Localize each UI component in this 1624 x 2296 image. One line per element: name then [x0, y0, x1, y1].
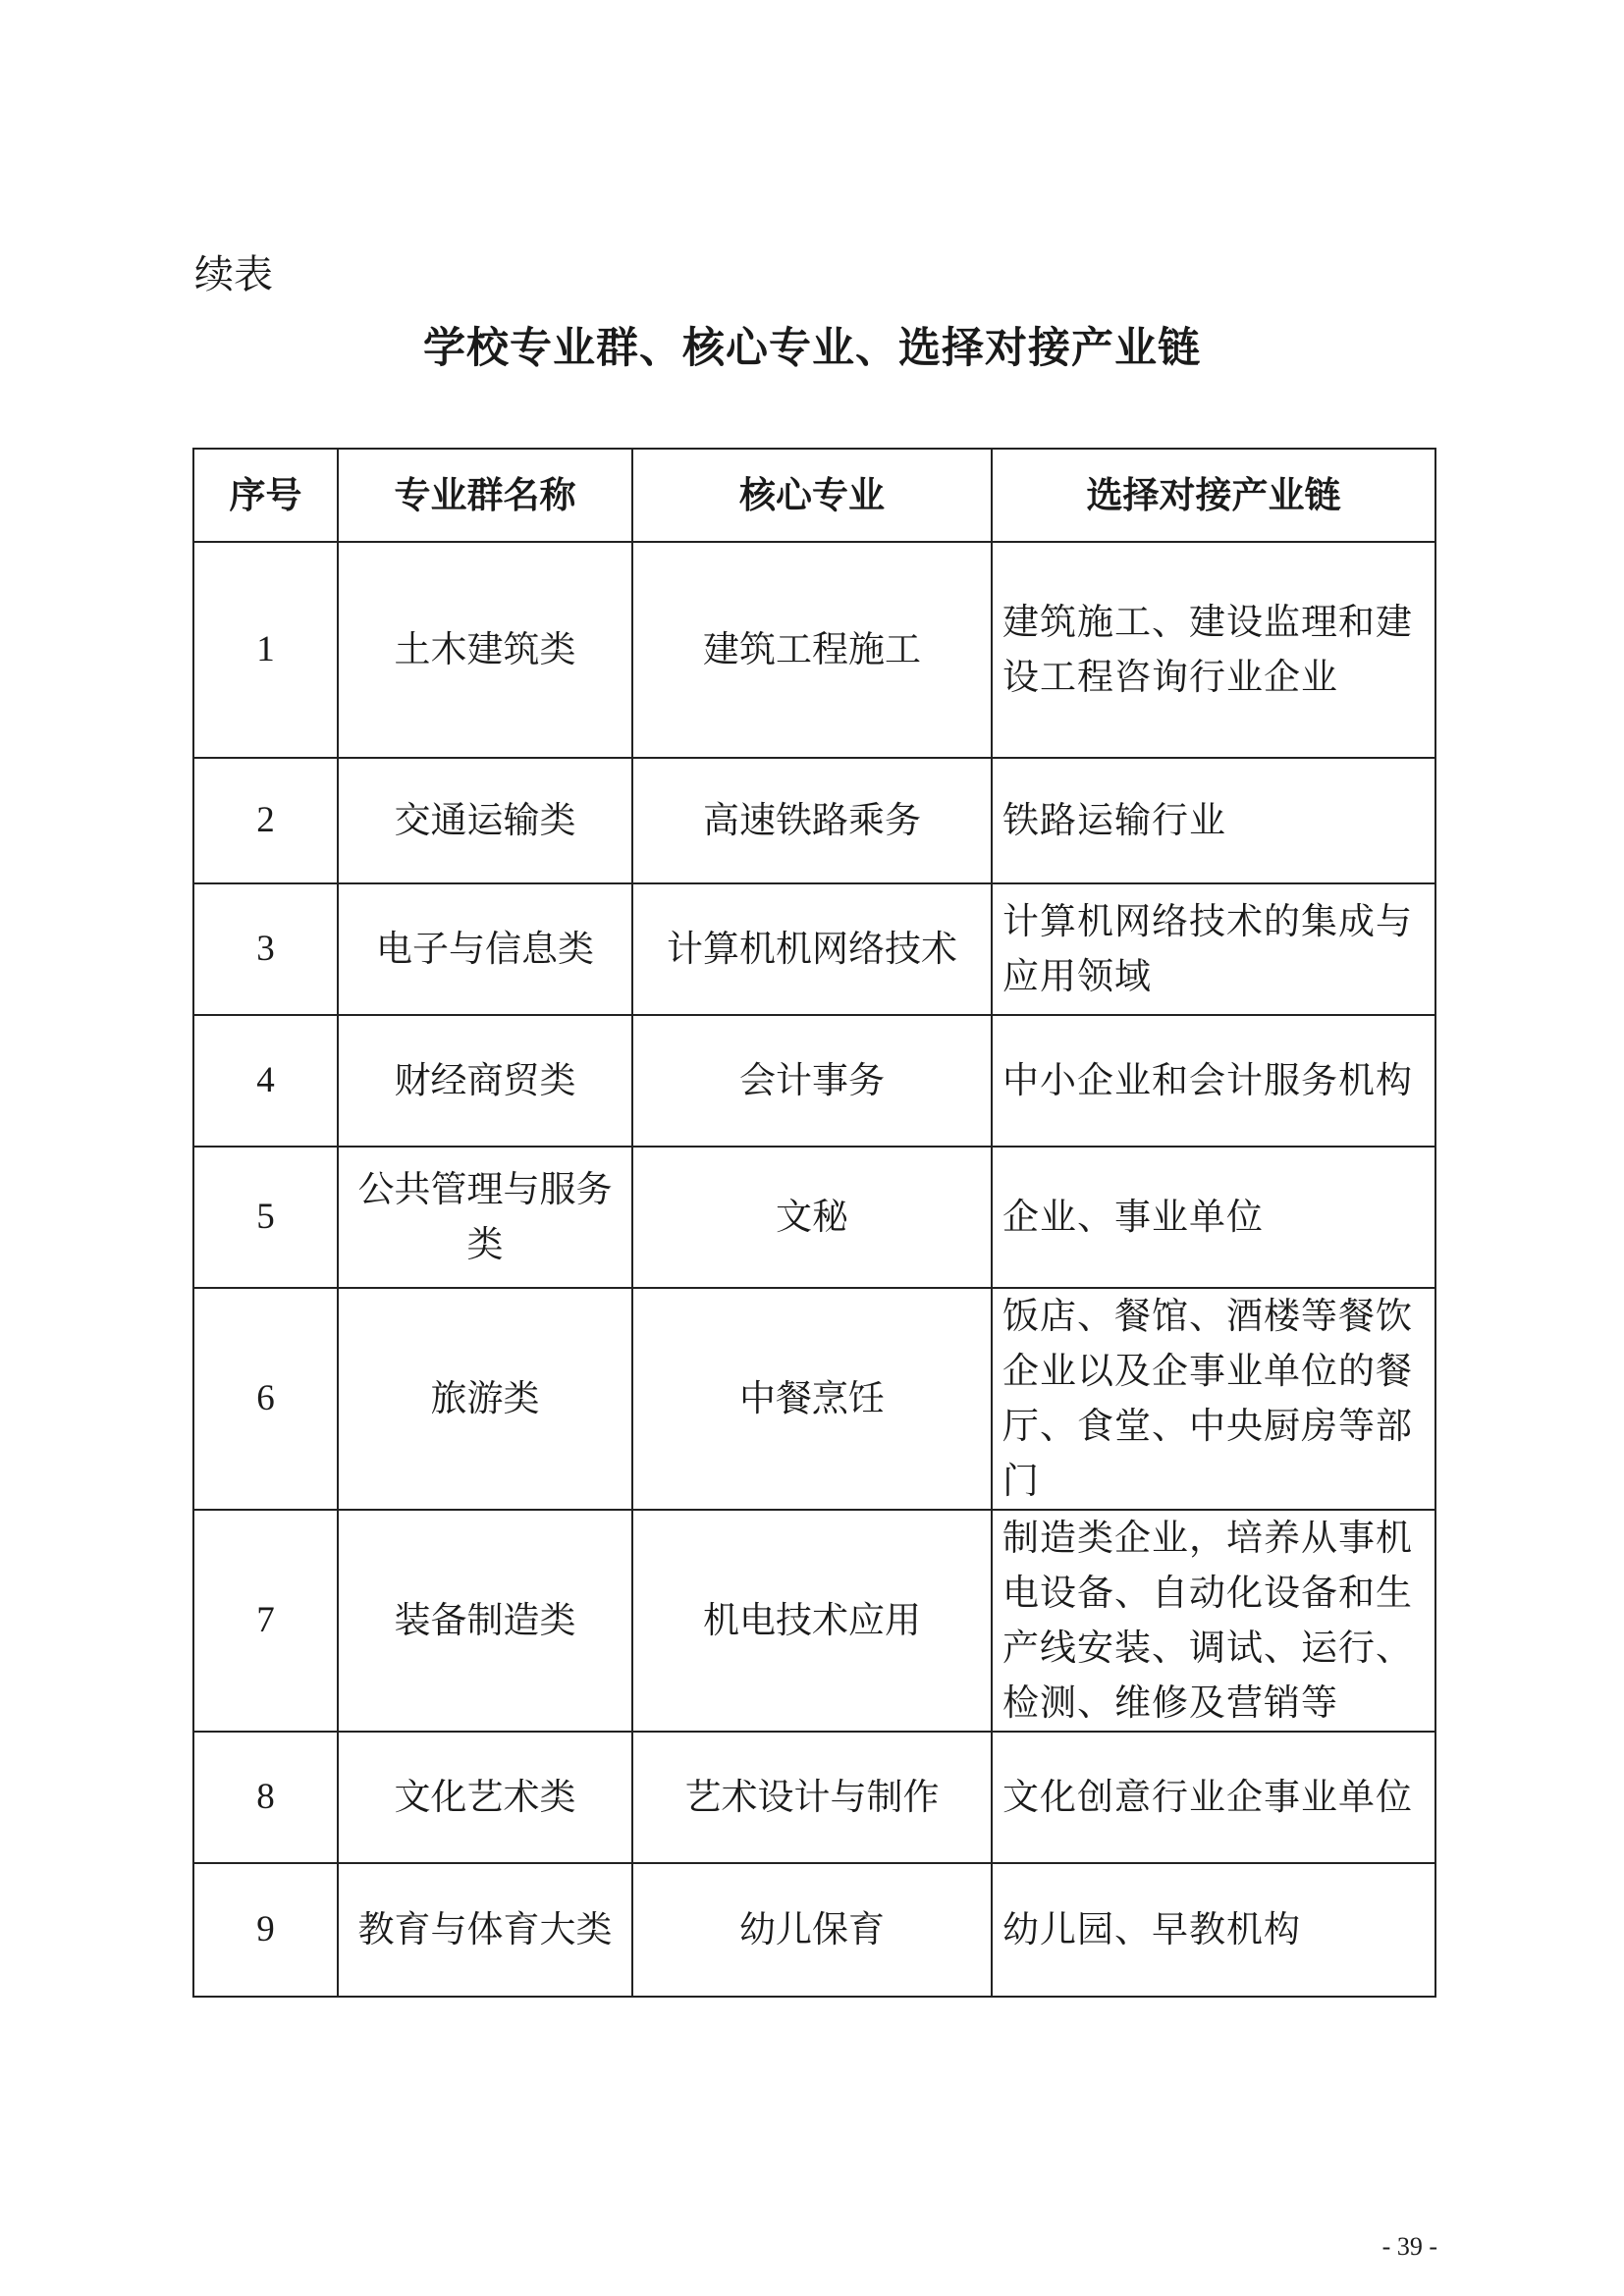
row-no: 3 [193, 883, 338, 1015]
row-no: 8 [193, 1732, 338, 1863]
continued-label: 续表 [194, 252, 273, 297]
row-chain: 制造类企业，培养从事机电设备、自动化设备和生产线安装、调试、运行、检测、维修及营销等 [992, 1510, 1435, 1732]
row-chain: 企业、事业单位 [992, 1147, 1435, 1288]
row-no: 7 [193, 1510, 338, 1732]
row-no: 9 [193, 1863, 338, 1997]
header-no: 序号 [193, 449, 338, 542]
row-no: 6 [193, 1288, 338, 1510]
row-chain: 铁路运输行业 [992, 758, 1435, 883]
row-major: 计算机机网络技术 [632, 883, 992, 1015]
row-group: 土木建筑类 [338, 542, 632, 758]
table-row [193, 1288, 1435, 1510]
header-chain: 选择对接产业链 [992, 449, 1435, 542]
table-row [193, 1863, 1435, 1997]
row-major: 中餐烹饪 [632, 1288, 992, 1510]
row-group: 财经商贸类 [338, 1015, 632, 1147]
row-major: 艺术设计与制作 [632, 1732, 992, 1863]
row-chain: 幼儿园、早教机构 [992, 1863, 1435, 1997]
row-major: 高速铁路乘务 [632, 758, 992, 883]
table-row [193, 1732, 1435, 1863]
row-major: 幼儿保育 [632, 1863, 992, 1997]
table-title: 学校专业群、核心专业、选择对接产业链 [423, 324, 1201, 373]
row-major: 机电技术应用 [632, 1510, 992, 1732]
row-group: 教育与体育大类 [338, 1863, 632, 1997]
row-chain: 文化创意行业企事业单位 [992, 1732, 1435, 1863]
table-row [193, 1147, 1435, 1288]
row-major: 文秘 [632, 1147, 992, 1288]
row-group: 交通运输类 [338, 758, 632, 883]
table-row [193, 883, 1435, 1015]
table-row [193, 1015, 1435, 1147]
table-header-row [193, 449, 1435, 542]
row-group: 装备制造类 [338, 1510, 632, 1732]
header-group: 专业群名称 [338, 449, 632, 542]
industry-chain-table [192, 448, 1436, 1998]
row-no: 1 [193, 542, 338, 758]
header-major: 核心专业 [632, 449, 992, 542]
row-chain: 饭店、餐馆、酒楼等餐饮企业以及企事业单位的餐厅、食堂、中央厨房等部门 [992, 1288, 1435, 1510]
table-row [193, 1510, 1435, 1732]
row-no: 2 [193, 758, 338, 883]
row-group: 公共管理与服务类 [338, 1147, 632, 1288]
row-group: 电子与信息类 [338, 883, 632, 1015]
table-row [193, 758, 1435, 883]
row-chain: 建筑施工、建设监理和建设工程咨询行业企业 [992, 542, 1435, 758]
row-group: 文化艺术类 [338, 1732, 632, 1863]
row-major: 建筑工程施工 [632, 542, 992, 758]
row-major: 会计事务 [632, 1015, 992, 1147]
row-chain: 计算机网络技术的集成与应用领域 [992, 883, 1435, 1015]
row-no: 4 [193, 1015, 338, 1147]
table-row [193, 542, 1435, 758]
page-number: - 39 - [1381, 2232, 1437, 2261]
row-no: 5 [193, 1147, 338, 1288]
row-group: 旅游类 [338, 1288, 632, 1510]
row-chain: 中小企业和会计服务机构 [992, 1015, 1435, 1147]
